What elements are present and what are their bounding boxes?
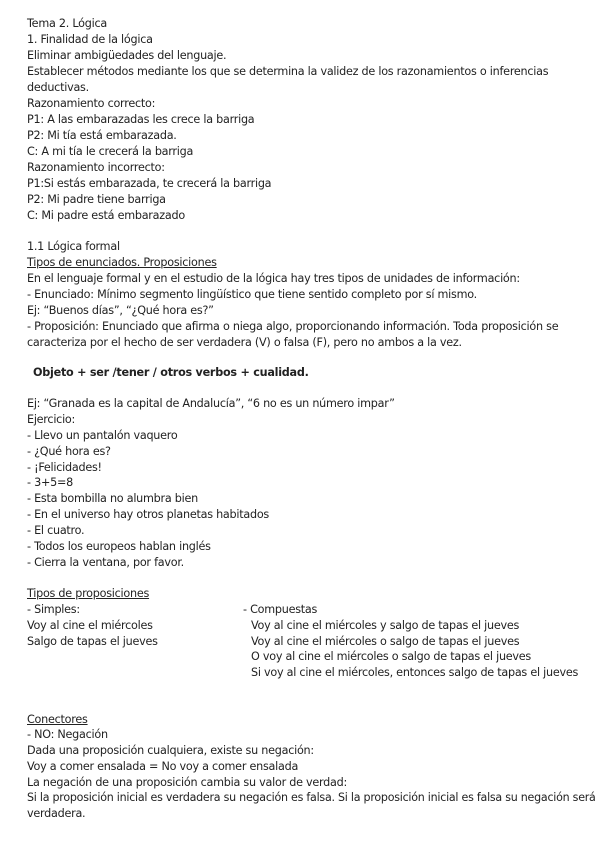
connectors-heading: Conectores [27,713,88,726]
exercise-item: - Llevo un pantalón vaquero [27,429,178,442]
incorrect-reasoning-title: Razonamiento incorrecto: [27,161,165,174]
exercise-item: - Todos los europeos hablan inglés [27,540,211,553]
exercise-item: - El cuatro. [27,524,85,537]
doc-title: Tema 2. Lógica [27,17,107,30]
paragraph-line: Dada una proposición cualquiera, existe su negación: [27,744,314,757]
proposition-types-heading: Tipos de proposiciones [27,587,150,600]
paragraph-line: verdadera. [27,807,86,820]
simple-item: Voy al cine el miércoles [27,619,153,632]
negation-title: - NO: Negación [27,728,108,741]
exercise-item: - Esta bombilla no alumbra bien [27,492,198,505]
paragraph-line: La negación de una proposición cambia su valor de verdad: [27,776,348,789]
section-heading: 1. Finalidad de la lógica [27,33,153,46]
conclusion-line: C: Mi padre está embarazado [27,209,185,222]
compound-label: - Compuestas [243,603,318,616]
purpose-line: Eliminar ambigüedades del lenguaje. [27,49,227,62]
paragraph-line: En el lenguaje formal y en el estudio de la lógica hay tres tipos de unidades de información: [27,272,520,285]
example-line: Ej: “Granada es la capital de Andalucía”, “6 no es un número impar” [27,397,395,410]
compound-item: Voy al cine el miércoles y salgo de tapas el jueves [251,619,520,632]
subsection-heading: 1.1 Lógica formal [27,240,120,253]
paragraph-line: - Proposición: Enunciado que afirma o niega algo, proporcionando información. Toda proposición se [27,320,559,333]
purpose-line: deductivas. [27,81,89,94]
exercise-item: - En el universo hay otros planetas habitados [27,508,270,521]
simple-item: Salgo de tapas el jueves [27,635,158,648]
exercise-item: - Cierra la ventana, por favor. [27,556,184,569]
paragraph-line: caracteriza por el hecho de ser verdadera (V) o falsa (F), pero no ambos a la vez. [27,336,462,349]
premise-line: P2: Mi padre tiene barriga [27,193,166,206]
correct-reasoning-title: Razonamiento correcto: [27,97,156,110]
simple-label: - Simples: [27,603,80,616]
paragraph-line: - Enunciado: Mínimo segmento lingüístico que tiene sentido completo por sí mismo. [27,288,477,301]
conclusion-line: C: A mi tía le crecerá la barriga [27,145,194,158]
compound-item: Voy al cine el miércoles o salgo de tapas el jueves [251,635,520,648]
example-line: Ej: “Buenos días”, “¿Qué hora es?” [27,304,214,317]
purpose-line: Establecer métodos mediante los que se determina la validez de los razonamientos o inferencias [27,65,549,78]
paragraph-line: Si la proposición inicial es verdadera su negación es falsa. Si la proposición inicial es falsa su negación será [27,791,596,804]
exercise-item: - ¡Felicidades! [27,461,102,474]
exercise-title: Ejercicio: [27,413,76,426]
premise-line: P1:Si estás embarazada, te crecerá la barriga [27,177,272,190]
formula-line: Objeto + ser /tener / otros verbos + cualidad. [33,366,309,379]
premise-line: P1: A las embarazadas les crece la barriga [27,113,255,126]
compound-item: Si voy al cine el miércoles, entonces salgo de tapas el jueves [251,666,579,679]
premise-line: P2: Mi tía está embarazada. [27,129,177,142]
types-heading: Tipos de enunciados. Proposiciones [27,256,217,269]
compound-item: O voy al cine el miércoles o salgo de tapas el jueves [251,650,532,663]
exercise-item: - 3+5=8 [27,476,73,489]
paragraph-line: Voy a comer ensalada = No voy a comer ensalada [27,760,299,773]
exercise-item: - ¿Qué hora es? [27,445,111,458]
